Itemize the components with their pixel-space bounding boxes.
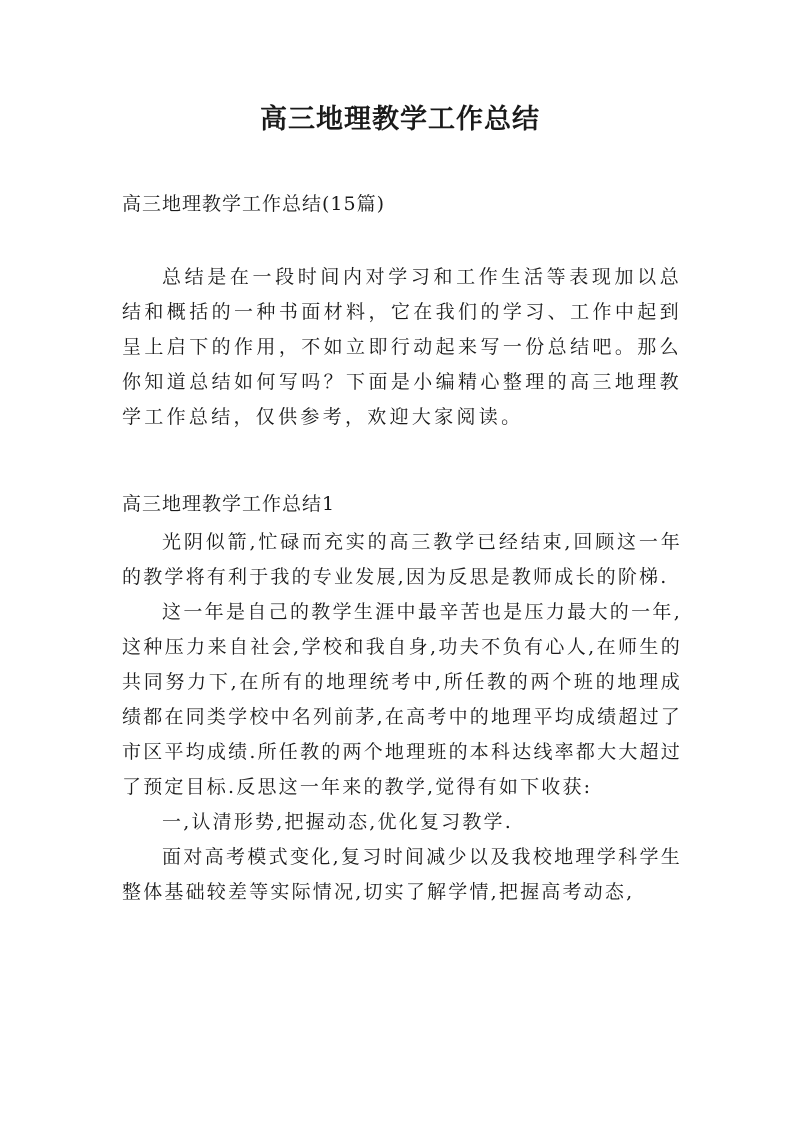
body-paragraph: 光阴似箭,忙碌而充实的高三教学已经结束,回顾这一年的教学将有利于我的专业发展,因为反思是教师成长的阶梯. [122, 531, 682, 588]
body-paragraph: 面对高考模式变化,复习时间减少以及我校地理学科学生整体基础较差等实际情况,切实了解学情,把握高考动态, [122, 846, 682, 903]
body-paragraph: 一,认清形势,把握动态,优化复习教学. [162, 811, 513, 833]
body-paragraph: 这一年是自己的教学生涯中最辛苦也是压力最大的一年,这种压力来自社会,学校和我自身,功夫不负有心人,在师生的共同努力下,在所有的地理统考中,所任教的两个班的地理成绩都在同类学校中名列前茅,在高考中的地理平均成绩超过了市区平均成绩.所任教的两个地理班的本科达线率都大大超过了预定目标.反思这一年来的教学,觉得有如下收获: [122, 601, 682, 798]
document-subtitle: 高三地理教学工作总结(15篇) [122, 193, 386, 215]
intro-paragraph: 总结是在一段时间内对学习和工作生活等表现加以总结和概括的一种书面材料，它在我们的学习、工作中起到呈上启下的作用，不如立即行动起来写一份总结吧。那么你知道总结如何写吗？下面是小编精心整理的高三地理教学工作总结，仅供参考，欢迎大家阅读。 [122, 266, 682, 428]
section-body [122, 525, 682, 910]
document-title: 高三地理教学工作总结 [260, 104, 540, 135]
section-heading: 高三地理教学工作总结1 [122, 493, 336, 515]
